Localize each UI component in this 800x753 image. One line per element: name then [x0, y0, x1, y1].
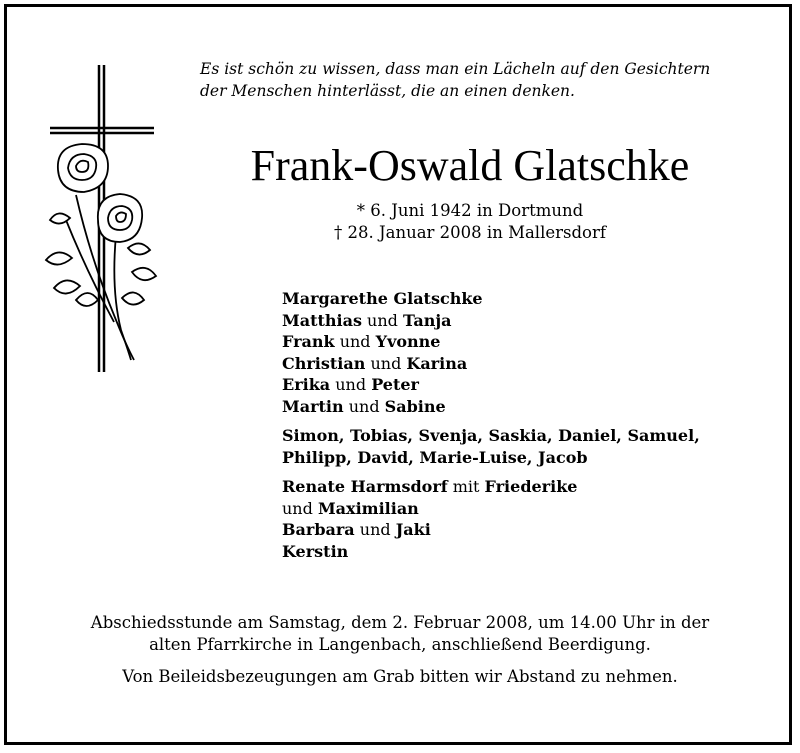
birth-date: * 6. Juni 1942 in Dortmund	[356, 201, 584, 220]
condolence-request: Von Beileidsbezeugungen am Grab bitten wir Abstand zu nehmen.	[122, 667, 678, 686]
mourner-name: Matthias	[282, 310, 362, 330]
conjunction: und	[339, 332, 371, 351]
mourner-name: Sabine	[384, 396, 446, 416]
mourner-name: Yvonne	[375, 332, 441, 351]
mourner-line	[282, 374, 782, 396]
mourner-line	[282, 331, 782, 353]
family-group	[282, 288, 782, 417]
grandchildren-line-2: Philipp, David, Marie-Luise, Jacob	[282, 447, 588, 467]
quote-line-1: Es ist schön zu wissen, dass man ein Lächeln auf den Gesichtern	[200, 60, 711, 78]
deceased-name: Frank-Oswald Glatschke	[250, 141, 690, 190]
mourner-name: Margarethe Glatschke	[282, 289, 483, 308]
relatives-group	[282, 476, 782, 562]
mourner-line	[282, 288, 782, 310]
conjunction: und	[359, 520, 391, 539]
mourner-line	[282, 476, 782, 498]
grandchildren-line-1: Simon, Tobias, Svenja, Saskia, Daniel, Samuel,	[282, 426, 700, 445]
conjunction: und	[348, 396, 380, 416]
mourner-name: Barbara	[282, 520, 355, 539]
funeral-notice	[20, 612, 780, 688]
mourner-name: Jaki	[395, 520, 431, 539]
mourner-name: Karina	[406, 353, 468, 373]
conjunction: und	[370, 353, 402, 373]
death-date: † 28. Januar 2008 in Mallersdorf	[334, 223, 606, 242]
mourner-name: Tanja	[403, 310, 452, 330]
conjunction: und	[335, 375, 367, 394]
mourner-name: Kerstin	[282, 541, 349, 561]
mourner-line	[282, 541, 782, 563]
mourner-line	[282, 498, 782, 520]
conjunction: und	[367, 310, 398, 330]
mourner-line	[282, 353, 782, 375]
conjunction: und	[282, 498, 313, 518]
mourner-name: Peter	[371, 375, 419, 394]
mourner-name: Christian	[282, 353, 366, 373]
mourner-line	[282, 396, 782, 418]
mourner-name: Martin	[282, 396, 344, 416]
ceremony-line-1: Abschiedsstunde am Samstag, dem 2. Februar 2008, um 14.00 Uhr in der	[90, 613, 710, 632]
life-dates	[150, 200, 790, 244]
mourners-list	[282, 288, 782, 570]
mourner-name: Erika	[282, 375, 331, 394]
mourner-name: Maximilian	[317, 498, 419, 518]
mourner-name: Friederike	[484, 477, 578, 496]
conjunction: mit	[452, 477, 480, 496]
mourner-line	[282, 519, 782, 541]
quote-line-2: der Menschen hinterlässt, die an einen denken.	[200, 82, 575, 100]
grandchildren-group	[282, 425, 782, 468]
memorial-quote	[200, 58, 780, 102]
cross-with-roses-icon	[36, 60, 166, 380]
ceremony-line-2: alten Pfarrkirche in Langenbach, anschließend Beerdigung.	[149, 635, 651, 654]
mourner-name: Renate Harmsdorf	[282, 477, 448, 496]
mourner-line	[282, 310, 782, 332]
mourner-name: Frank	[282, 332, 335, 351]
